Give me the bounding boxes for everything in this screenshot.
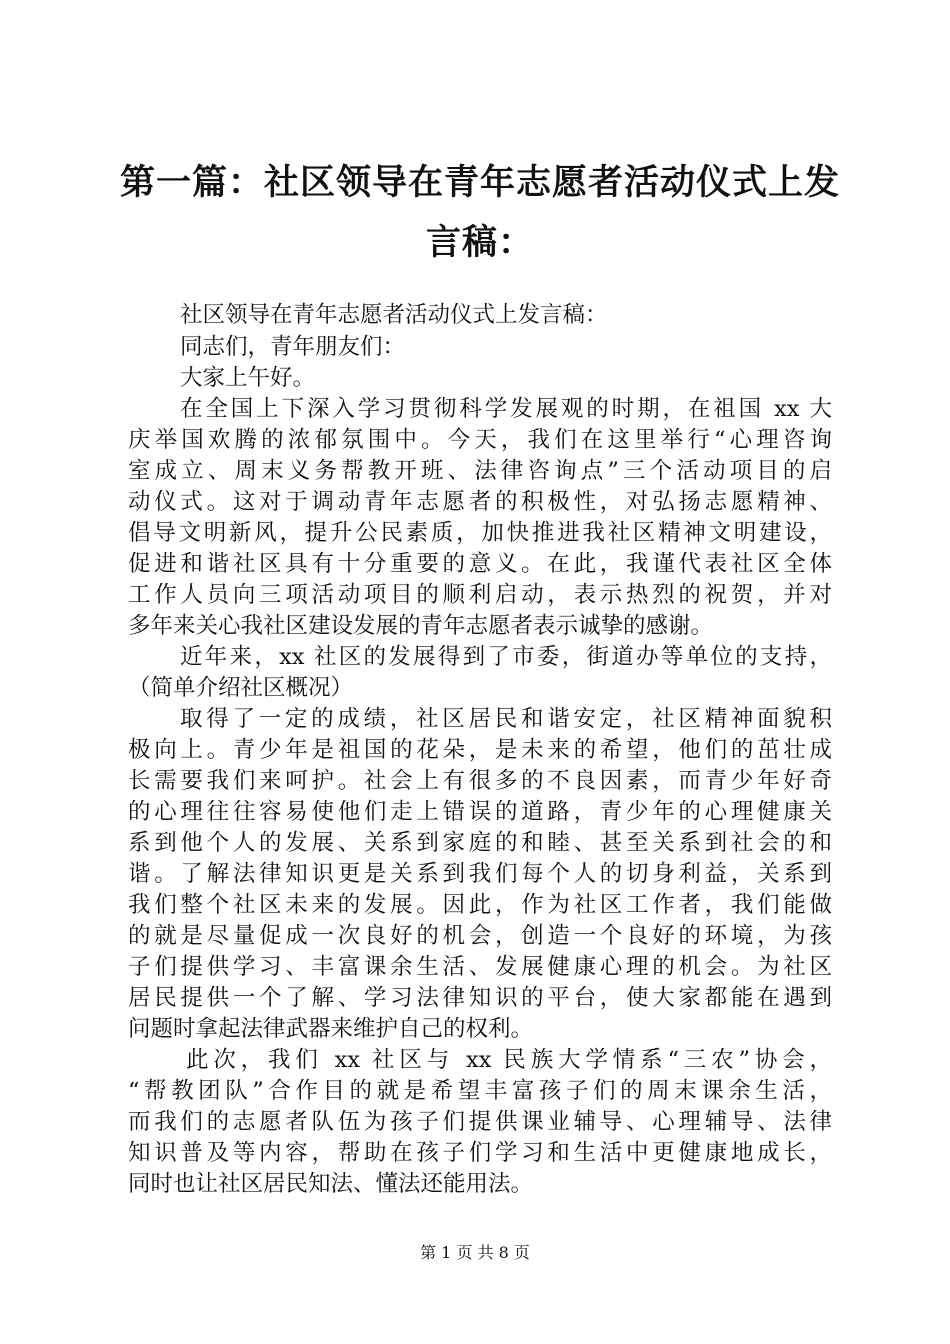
body-line: （简单介绍社区概况） xyxy=(128,675,354,701)
body-line: 子们提供学习、丰富课余生活、发展健康心理的机会。为社区 xyxy=(128,954,832,980)
body-line: 的就是尽量促成一次良好的机会，创造一个良好的环境，为孩 xyxy=(128,923,832,949)
body-line: 极向上。青少年是祖国的花朵，是未来的希望，他们的茁壮成 xyxy=(128,737,832,763)
body-line: 谐。了解法律知识更是关系到我们每个人的切身利益，关系到 xyxy=(128,861,832,887)
body-line: 在全国上下深入学习贯彻科学发展观的时期，在祖国 xx 大 xyxy=(180,396,832,422)
body-line: 多年来关心我社区建设发展的青年志愿者表示诚挚的感谢。 xyxy=(128,613,714,639)
page-footer: 第 1 页 共 8 页 xyxy=(420,1243,530,1262)
body-line: 的心理往往容易使他们走上错误的道路，青少年的心理健康关 xyxy=(128,799,832,825)
body-line: 知识普及等内容，帮助在孩子们学习和生活中更健康地成长， xyxy=(128,1140,832,1166)
document-title-line-2: 言稿： xyxy=(425,222,534,263)
body-line: 系到他个人的发展、关系到家庭的和睦、甚至关系到社会的和 xyxy=(128,830,832,856)
body-line: 同志们，青年朋友们： xyxy=(180,334,406,360)
body-line: 问题时拿起法律武器来维护自己的权利。 xyxy=(128,1016,534,1042)
body-line: 室成立、周末义务帮教开班、法律咨询点”三个活动项目的启 xyxy=(128,458,832,484)
body-line: 此次，我们 xx 社区与 xx 民族大学情系“三农”协会， xyxy=(186,1047,832,1073)
body-line: 而我们的志愿者队伍为孩子们提供课业辅导、心理辅导、法律 xyxy=(128,1109,832,1135)
body-line: “帮教团队”合作目的就是希望丰富孩子们的周末课余生活， xyxy=(128,1078,832,1104)
body-line: 居民提供一个了解、学习法律知识的平台，使大家都能在遇到 xyxy=(128,985,832,1011)
body-line: 大家上午好。 xyxy=(180,365,316,391)
body-line: 促进和谐社区具有十分重要的意义。在此，我谨代表社区全体 xyxy=(128,551,832,577)
document-title-line-1: 第一篇：社区领导在青年志愿者活动仪式上发 xyxy=(119,162,840,203)
body-line: 同时也让社区居民知法、懂法还能用法。 xyxy=(128,1171,534,1197)
body-line: 近年来，xx 社区的发展得到了市委，街道办等单位的支持， xyxy=(180,644,832,670)
body-line: 倡导文明新风，提升公民素质，加快推进我社区精神文明建设， xyxy=(128,520,832,546)
body-line: 工作人员向三项活动项目的顺利启动，表示热烈的祝贺，并对 xyxy=(128,582,832,608)
body-line: 动仪式。这对于调动青年志愿者的积极性，对弘扬志愿精神、 xyxy=(128,489,832,515)
body-line: 庆举国欢腾的浓郁氛围中。今天，我们在这里举行“心理咨询 xyxy=(128,427,832,453)
body-line: 社区领导在青年志愿者活动仪式上发言稿： xyxy=(180,302,608,328)
body-line: 我们整个社区未来的发展。因此，作为社区工作者，我们能做 xyxy=(128,892,832,918)
body-line: 取得了一定的成绩，社区居民和谐安定，社区精神面貌积 xyxy=(180,706,832,732)
body-line: 长需要我们来呵护。社会上有很多的不良因素，而青少年好奇 xyxy=(128,768,832,794)
